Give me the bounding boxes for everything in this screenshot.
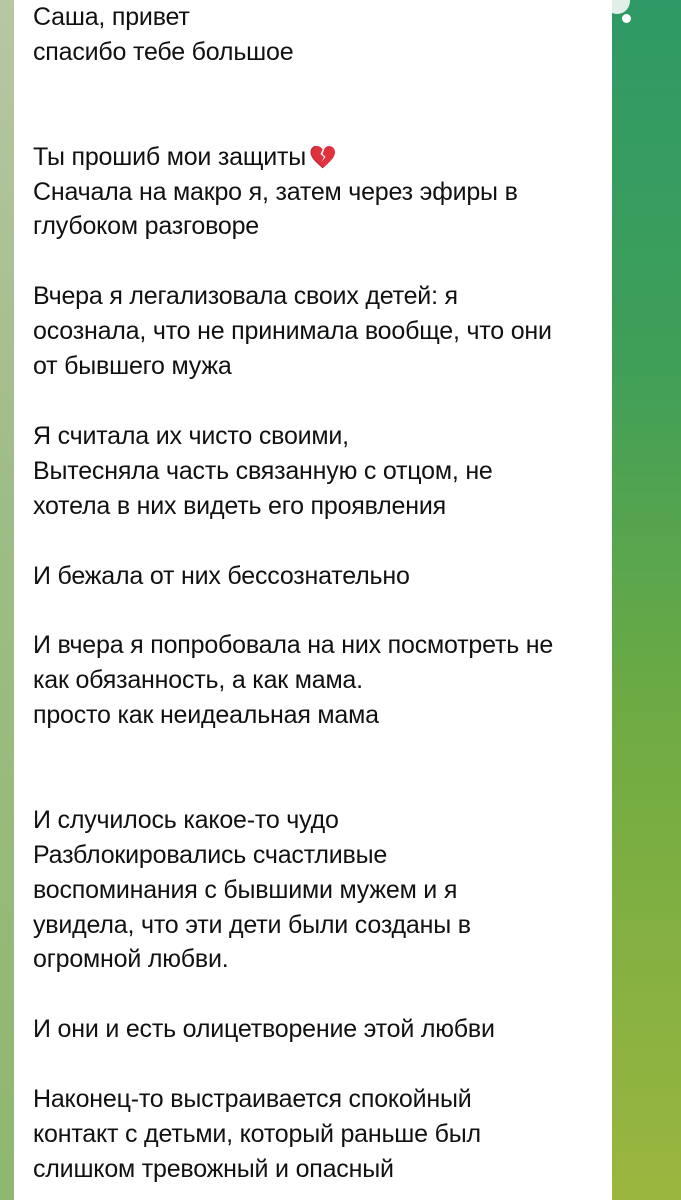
message-line: Ты прошиб мои защиты xyxy=(33,142,307,171)
message-line: Саша, привет спасибо тебе большое xyxy=(33,3,294,66)
message-text xyxy=(33,0,603,1187)
message-line: Я считала их чисто своими, Вытесняла часть связанную с отцом, не хотела в них видеть его проявления xyxy=(33,421,493,520)
message-line: Сначала на макро я, затем через эфиры в глубоком разговоре xyxy=(33,177,518,241)
message-line: И они и есть олицетворение этой любви xyxy=(33,1015,495,1044)
message-line: Вчера я легализовала своих детей: я осознала, что не принимала вообще, что они от бывшего мужа xyxy=(33,282,552,381)
message-line: Наконец-то выстраивается спокойный контакт с детьми, который раньше был слишком тревожный и опасный xyxy=(33,1085,481,1183)
unread-indicator xyxy=(622,14,631,23)
message-line: И бежала от них бессознательно xyxy=(33,561,410,590)
message-line: И случилось какое-то чудо Разблокировались счастливые воспоминания с бывшими мужем и я увидела, что эти дети были созданы в огромной любви. xyxy=(33,805,471,974)
message-line: И вчера я попробовала на них посмотреть не как обязанность, а как мама. просто как неидеальная мама xyxy=(33,631,554,730)
broken-heart-icon xyxy=(310,145,336,169)
